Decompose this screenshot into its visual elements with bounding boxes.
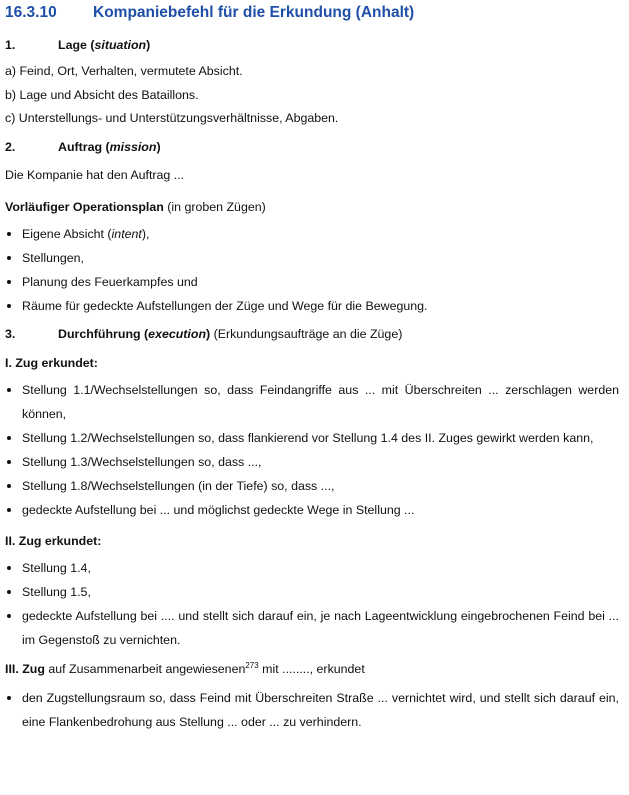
auftrag-text: Die Kompanie hat den Auftrag ... xyxy=(5,167,185,182)
section-heading xyxy=(5,0,619,30)
lage-item-a: a) Feind, Ort, Verhalten, vermutete Absicht. xyxy=(5,64,243,78)
lage-item-b: b) Lage und Absicht des Bataillons. xyxy=(5,87,199,102)
list-item: Stellung 1.2/Wechselstellungen so, dass flankierend vor Stellung 1.4 des II. Zuges gewirkt werden kann, xyxy=(5,426,619,450)
heading-number: 16.3.10 xyxy=(5,4,57,21)
list-item: Stellungen, xyxy=(5,246,619,270)
section-3-title: 3. Durchführung (execution) (Erkundungsaufträge an die Züge) xyxy=(5,326,403,341)
list-item: den Zugstellungsraum so, dass Feind mit Überschreiten Straße ... vernichtet wird, und stellt sich darauf ein, eine Flankenbedrohung aus Stellung ... oder ... zu verhindern. xyxy=(5,686,619,734)
zug1-title: I. Zug erkundet: xyxy=(5,355,98,370)
zug3-title: III. Zug auf Zusammenarbeit angewiesenen$^{273}$ mit ........, erkundet xyxy=(5,660,365,676)
lage-item-c: c) Unterstellungs- und Unterstützungsverhältnisse, Abgaben. xyxy=(5,111,339,125)
zug2-list xyxy=(5,556,619,652)
zug1-list xyxy=(5,378,619,522)
list-item: Planung des Feuerkampfes und xyxy=(5,270,619,294)
list-item: gedeckte Aufstellung bei .... und stellt sich darauf ein, je nach Lageentwicklung eingebrochenen Feind bei ... im Gegenstoß zu vernichten. xyxy=(5,604,619,652)
section-2-title: 2. Auftrag (mission) xyxy=(5,139,161,154)
list-item: Räume für gedeckte Aufstellungen der Züge und Wege für die Bewegung. xyxy=(5,294,619,318)
list-item: Stellung 1.5, xyxy=(5,580,619,604)
list-item: Stellung 1.3/Wechselstellungen so, dass ..., xyxy=(5,450,619,474)
zug3-list xyxy=(5,686,619,734)
lage-list xyxy=(5,60,619,131)
list-item: Stellung 1.1/Wechselstellungen so, dass Feindangriffe aus ... mit Überschreiten ... zerschlagen werden können, xyxy=(5,378,619,426)
list-item: gedeckte Aufstellung bei ... und möglichst gedeckte Wege in Stellung ... xyxy=(5,498,619,522)
heading-title: Kompaniebefehl für die Erkundung (Anhalt) xyxy=(93,4,415,21)
list-item: Stellung 1.4, xyxy=(5,556,619,580)
list-item: Eigene Absicht (intent), xyxy=(5,222,619,246)
plan-list xyxy=(5,222,619,318)
footnote-marker: 273 xyxy=(245,660,259,670)
zug2-title: II. Zug erkundet: xyxy=(5,533,102,548)
list-item: Stellung 1.8/Wechselstellungen (in der Tiefe) so, dass ..., xyxy=(5,474,619,498)
section-1-title: 1. Lage (situation) xyxy=(5,38,151,52)
plan-title: Vorläufiger Operationsplan (in groben Zügen) xyxy=(5,199,266,214)
